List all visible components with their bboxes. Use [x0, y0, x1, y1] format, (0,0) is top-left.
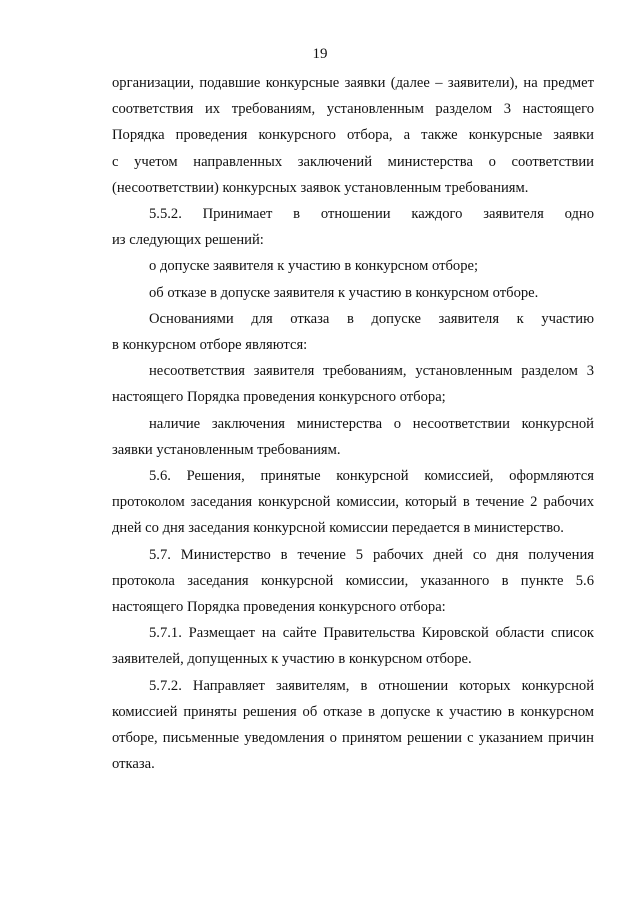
paragraph [112, 358, 594, 410]
text-line: комиссией приняты решения об отказе в допуске к участию в конкурсном [112, 703, 594, 720]
paragraph [112, 70, 594, 201]
text-line: с учетом направленных заключений министерства о соответствии [112, 153, 594, 170]
text-line: 5.7.1. Размещает на сайте Правительства Кировской области список [149, 625, 594, 642]
text-line: отказа. [112, 756, 155, 773]
paragraph [112, 280, 594, 306]
text-line: настоящего Порядка проведения конкурсного отбора: [112, 599, 446, 616]
text-line: заявки установленным требованиям. [112, 441, 341, 458]
text-line: наличие заключения министерства о несоответствии конкурсной [149, 415, 594, 432]
text-line: несоответствия заявителя требованиям, установленным разделом 3 [149, 363, 594, 380]
text-line: 5.6. Решения, принятые конкурсной комиссией, оформляются [149, 468, 594, 485]
text-line: отборе, письменные уведомления о принятом решении с указанием причин [112, 730, 594, 747]
text-line: Основаниями для отказа в допуске заявителя к участию [149, 310, 594, 327]
paragraph [112, 201, 594, 253]
text-line: Порядка проведения конкурсного отбора, а также конкурсные заявки [112, 127, 594, 144]
text-line: дней со дня заседания конкурсной комиссии передается в министерство. [112, 520, 564, 537]
text-line: 5.5.2. Принимает в отношении каждого заявителя одно [149, 206, 594, 223]
paragraph [112, 463, 594, 542]
text-line: об отказе в допуске заявителя к участию в конкурсном отборе. [149, 284, 539, 301]
text-line: из следующих решений: [112, 232, 264, 249]
text-line: о допуске заявителя к участию в конкурсном отборе; [149, 258, 479, 275]
paragraph [112, 542, 594, 621]
text-line: организации, подавшие конкурсные заявки (далее – заявители), на предмет [112, 75, 594, 91]
page-number: 19 [312, 46, 328, 62]
document-body [112, 70, 594, 777]
paragraph [112, 306, 594, 358]
paragraph [112, 253, 594, 279]
text-line: в конкурсном отборе являются: [112, 337, 308, 354]
paragraph [112, 673, 594, 778]
paragraph [112, 411, 594, 463]
text-line: (несоответствии) конкурсных заявок установленным требованиям. [112, 179, 529, 196]
text-line: протоколом заседания конкурсной комиссии, который в течение 2 рабочих [112, 494, 594, 511]
text-line: заявителей, допущенных к участию в конкурсном отборе. [112, 651, 472, 668]
text-line: протокола заседания конкурсной комиссии, указанного в пункте 5.6 [112, 572, 594, 589]
text-line: 5.7. Министерство в течение 5 рабочих дней со дня получения [149, 546, 594, 563]
text-line: 5.7.2. Направляет заявителям, в отношении которых конкурсной [149, 677, 594, 694]
text-line: настоящего Порядка проведения конкурсного отбора; [112, 389, 446, 406]
paragraph [112, 620, 594, 672]
text-line: соответствия их требованиям, установленным разделом 3 настоящего [112, 101, 594, 118]
